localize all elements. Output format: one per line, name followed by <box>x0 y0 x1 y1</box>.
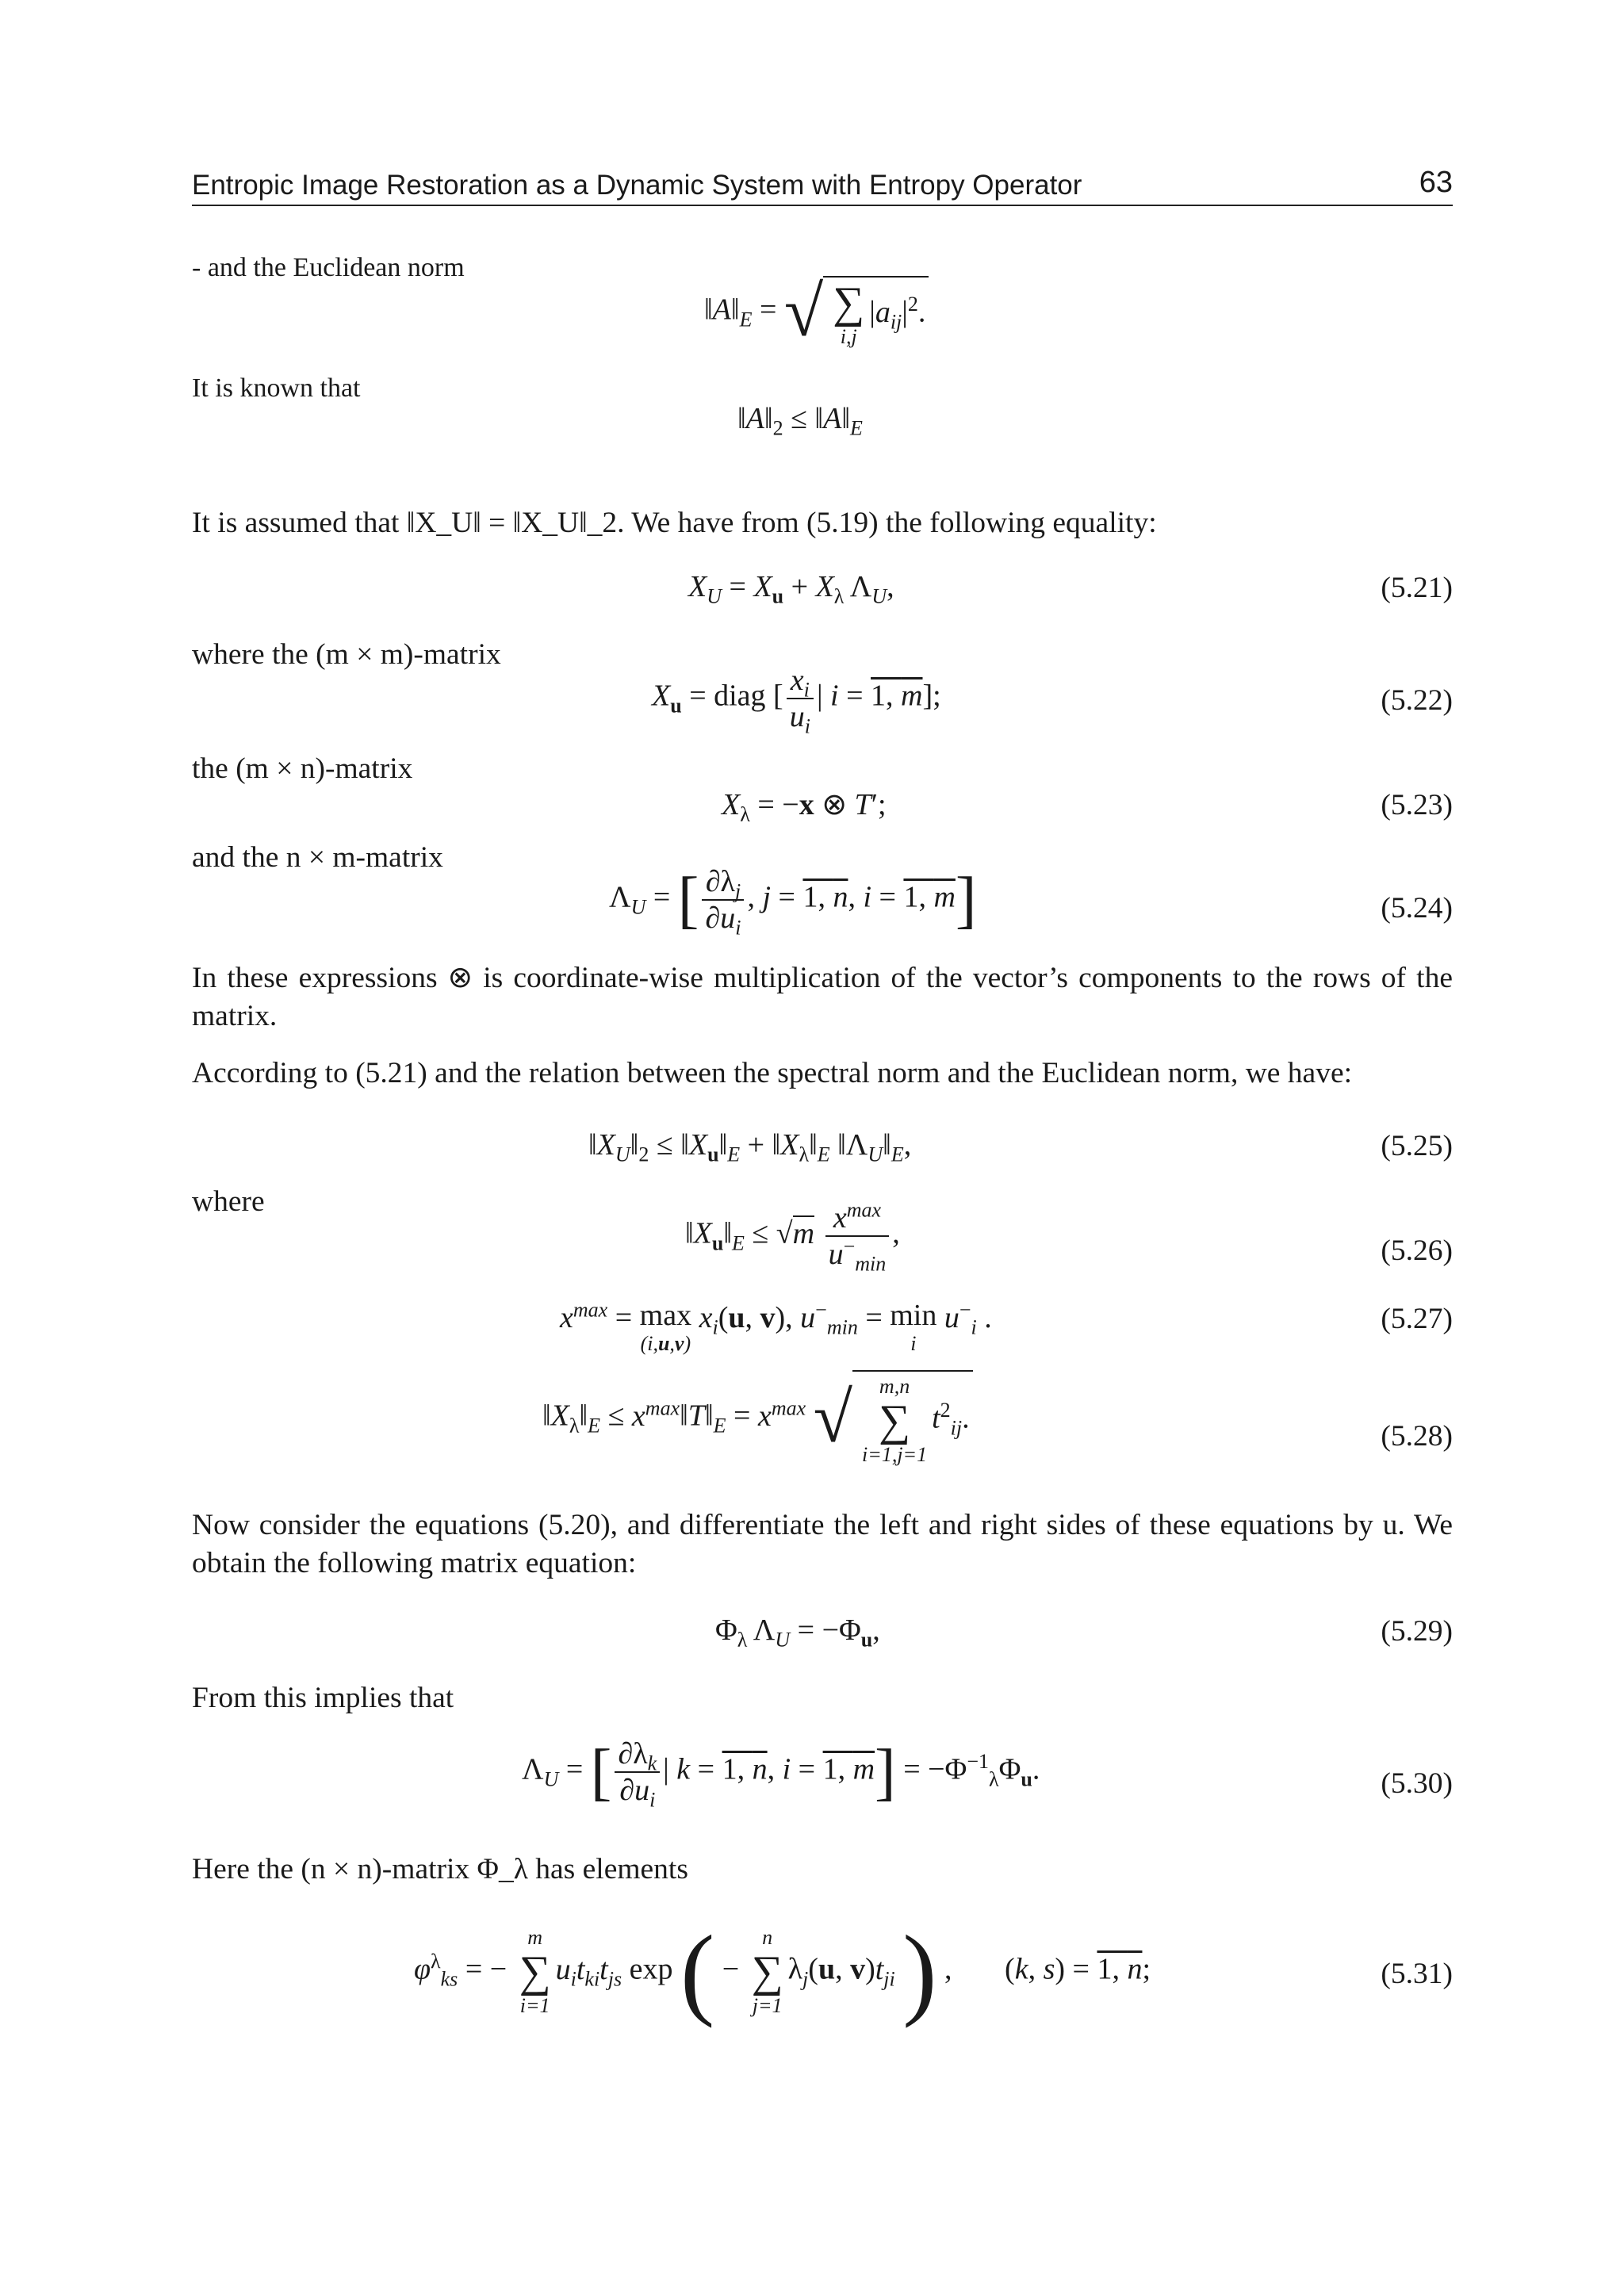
equation-number-5-21: (5.21) <box>1381 572 1453 604</box>
equation-5-28: $‖X_\lambda‖_E$ ≤ $x^{max}‖T‖_E = x^{max}$ √ m,n ∑ i=1,j=1 $t^2_{ij}$. <box>542 1370 973 1467</box>
equation-5-30: $\Lambda_U$ = [ $\frac{\partial\lambda_k}{\partial u_i}$ | k = 1, n, i = 1, $m] = -\Phi^{-1}_\lambda\Phi_u$. <box>522 1737 1040 1812</box>
equation-number-5-23: (5.23) <box>1381 789 1453 821</box>
assumed-paragraph: It is assumed that ‖X_U‖ = ‖X_U‖_2. We have from (5.19) the following equality: <box>192 507 1157 539</box>
equation-number-5-30: (5.30) <box>1381 1767 1453 1800</box>
known-label: It is known that <box>192 373 361 403</box>
the-mn-label: the (m × n)-matrix <box>192 752 413 785</box>
equation-5-22: $X_u$ = diag [ $\frac{x_i}{u_i}$ | i = 1, m]; <box>652 664 941 738</box>
euclid-label: - and the Euclidean norm <box>192 253 465 282</box>
norm-inequality: $‖A‖_2$ ≤ $‖A‖_E$ <box>737 402 863 440</box>
where-label: where <box>192 1185 265 1218</box>
where-mm-label: where the (m × m)-matrix <box>192 638 501 671</box>
equation-5-24: $\Lambda_U$ = [ $\frac{\partial\lambda_j}{\partial u_i}$ , j = 1, n, i = 1, m] <box>609 865 977 940</box>
page-number: 63 <box>1419 166 1453 199</box>
equation-number-5-22: (5.22) <box>1381 684 1453 717</box>
equation-5-23: $X_\lambda = -x$ ⊗ T′; <box>722 788 887 826</box>
running-title: Entropic Image Restoration as a Dynamic System with Entropy Operator <box>192 170 1082 201</box>
equation-number-5-31: (5.31) <box>1381 1958 1453 1990</box>
equation-number-5-28: (5.28) <box>1381 1420 1453 1453</box>
equation-5-25: $‖X_U‖_2$ ≤ $‖X_u‖_E$ + $‖X_\lambda‖_E$ $‖\Lambda_U‖_E$, <box>588 1128 912 1166</box>
equation-number-5-26: (5.26) <box>1381 1235 1453 1267</box>
from-this-label: From this implies that <box>192 1682 454 1714</box>
expressions-paragraph: In these expressions ⊗ is coordinate-wise multiplication of the vector’s components to the rows of the matrix. <box>192 962 1453 1032</box>
equation-number-5-29: (5.29) <box>1381 1615 1453 1648</box>
equation-5-31: $\varphi^\lambda_{ks}$ = − m ∑ i=1 $u_it_{ki}t_{js}$ exp ( − n ∑ j=1 $\lambda_j(u$, $v)t_{ji}$ ) , (k, s) = 1, n; <box>414 1915 1151 2029</box>
here-the-label: Here the (n × n)-matrix Φ_λ has elements <box>192 1853 688 1885</box>
equation-5-27: $x^{max} = \max$ (i,u,v) $x_i(u$, v), $u^-_{min} = \min$ i $u^-_i$ . <box>560 1298 992 1355</box>
equation-number-5-25: (5.25) <box>1381 1130 1453 1162</box>
according-paragraph: According to (5.21) and the relation between the spectral norm and the Euclidean norm, we have: <box>192 1057 1353 1089</box>
euclidean-norm-formula: $‖A‖_E$ = √ ∑ i,j $|a_{ij}|^2$. <box>704 276 929 349</box>
equation-5-26: $‖X_u‖_E \le √m$ $\frac{x^{max}}{u^-_{min}}$ , <box>685 1198 900 1276</box>
equation-5-29: $\Phi_\lambda$ $\Lambda_U = -\Phi_u$, <box>715 1614 880 1652</box>
running-header <box>192 163 1453 206</box>
and-nm-label: and the n × m-matrix <box>192 841 443 874</box>
now-consider-paragraph: Now consider the equations (5.20), and differentiate the left and right sides of these equations by u. We obtain the following matrix equation: <box>192 1509 1453 1579</box>
equation-number-5-27: (5.27) <box>1381 1303 1453 1335</box>
equation-number-5-24: (5.24) <box>1381 892 1453 924</box>
equation-5-21: $X_U = X_u + X_\lambda$ $\Lambda_U$, <box>688 570 894 608</box>
